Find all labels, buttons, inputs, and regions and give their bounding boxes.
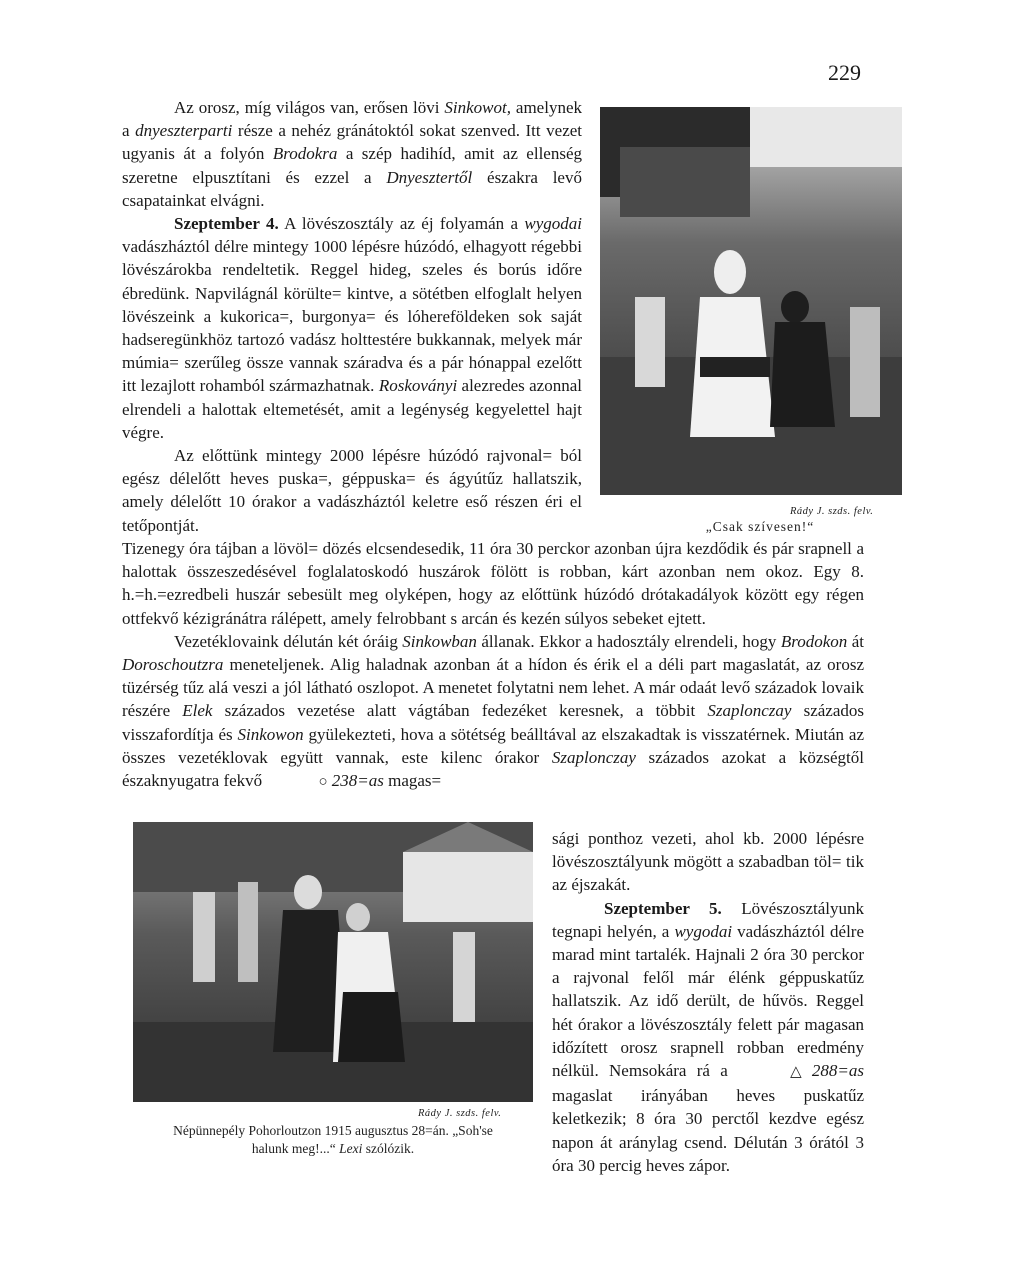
text-middle-column — [122, 537, 864, 794]
paragraph: Tizenegy óra tájban a lövöl= dözés elcsendesedik, 11 óra 30 perckor azonban újra kezdődik és pár srapnell a halottak összeszedésével foglalatoskodó huszárok fölött is robban, kárt azonban nem okoz. Egy 8. h.=h.=ezredbeli huszár sebesült meg olyképen, hogy az előttünk húzódó drótakadályok között egy régen ottfekvő kézigránátra rálépett, amely felrobbant s arcán és kezén súlyos sebeket ejtett. — [122, 539, 864, 628]
paragraph: Szeptember 5. Lövészosztályunk tegnapi helyén, a wygodai vadászháztól délre marad mint tartalék. Hajnali 2 óra 30 perckor a rajvonal felől már élénk géppuskatűz hallatszik. Az idő derült, de hűvös. Reggel hét órakor a lövészosztály felett pár magasan időzített orosz srapnell robban eredmény nélkül. Nemsokára rá a △ 288=as magaslat irányában heves puskatűz keletkezik; 8 óra 30 perctől kezdve egész napon át aránylag csend. Délután 3 órától 3 óra 30 percig heves zápor. — [552, 898, 865, 1175]
photo-folk-dance-icon — [600, 107, 902, 495]
paragraph: Vezetéklovaink délután két óráig Sinkowban állanak. Ekkor a hadosztály elrendeli, hogy Brodokon át Doroschoutzra meneteljenek. Alig haladnak azonban át a hídon és érik el a déli part magaslatát, az orosz tüzérség tűz alá veszi a jól látható oszlopot. A menetet folytatni nem lehet. A már odaát levő századok lovaik részére Elek százados vezetése alatt vágtában fedezéket keresnek, a többit Szaplonczay százados visszafordítja és Sinkowon gyülekezteti, hova a sötétség beálltával az elszakadtak is visszatérnek. Miután az összes vezetéklovak együtt vannak, este kilenc órakor Szaplonczay százados azokat a községtől északnyugatra fekvő ○ 238=as magas= — [122, 630, 864, 794]
paragraph: sági ponthoz vezeti, ahol kb. 2000 lépésre lövészosztályunk mögött a szabadban töl= tik az éjszakát. — [552, 829, 864, 895]
photo-folk-festival-icon — [133, 822, 533, 1102]
photo-bottom-left — [133, 822, 533, 1102]
text-bottom-column — [552, 827, 864, 1177]
photo-bottom-credit: Rády J. szds. felv. — [418, 1108, 502, 1119]
paragraph: Az orosz, míg világos van, erősen lövi Sinkowot, amelynek a dnyeszterparti része a nehéz gránátoktól sokat szenved. Itt vezet ugyanis át a folyón Brodokra a szép hadihíd, amit az ellenség szeretne elpusztítani és ezzel a Dnyesztertől északra levő csapatainkat elvágni. — [122, 98, 583, 210]
paragraph: Szeptember 4. A lövészosztály az éj folyamán a wygodai vadászháztól délre mintegy 1000 lépésre húzódó, elhagyott régebbi lövészárokba rendeltetik. Reggel hideg, szeles és borús időre ébredünk. Napvilágnál körülte= kintve, a sötétben elfoglalt helyen lövészeink a kukorica=, burgonya= és lóhereföldeken sok saját hadseregünkhöz tartozó vadász holttestére bukkannak, melyek már múmia= szerűleg össze vannak száradva és a pár hónappal ezelőtt itt lezajlott rohamból származhatnak. Roskoványi alezredes azonnal elrendeli a halottak eltemetését, amit a legénység kegyelettel hajt végre. — [122, 214, 583, 442]
page-number: 229 — [828, 60, 861, 85]
photo-bottom-caption: Népünnepély Pohorloutzon 1915 augusztus 28=án. „Soh'se halunk meg!...“ Lexi szólózik. — [173, 1123, 493, 1156]
text-top-column — [122, 96, 582, 537]
paragraph: Az előttünk mintegy 2000 lépésre húzódó rajvonal= ból egész délelőtt heves puska=, géppuska= és ágyútűz hallatszik, amely délelőtt 10 órakor a vadászháztól keletre eső részen éri el tetőpontját. — [122, 446, 582, 535]
circle-symbol-icon: ○ — [318, 774, 328, 791]
triangle-symbol-icon: △ — [790, 1064, 802, 1081]
photo-top-credit: Rády J. szds. felv. — [790, 506, 874, 517]
caption-line: halunk meg!...“ — [251, 1141, 340, 1156]
photo-top-right — [600, 107, 902, 495]
photo-top-caption: „Csak szívesen!“ — [705, 519, 815, 534]
caption-line: Népünnepély Pohorloutzon 1915 augusztus 28=án. „Soh'se — [173, 1123, 493, 1138]
